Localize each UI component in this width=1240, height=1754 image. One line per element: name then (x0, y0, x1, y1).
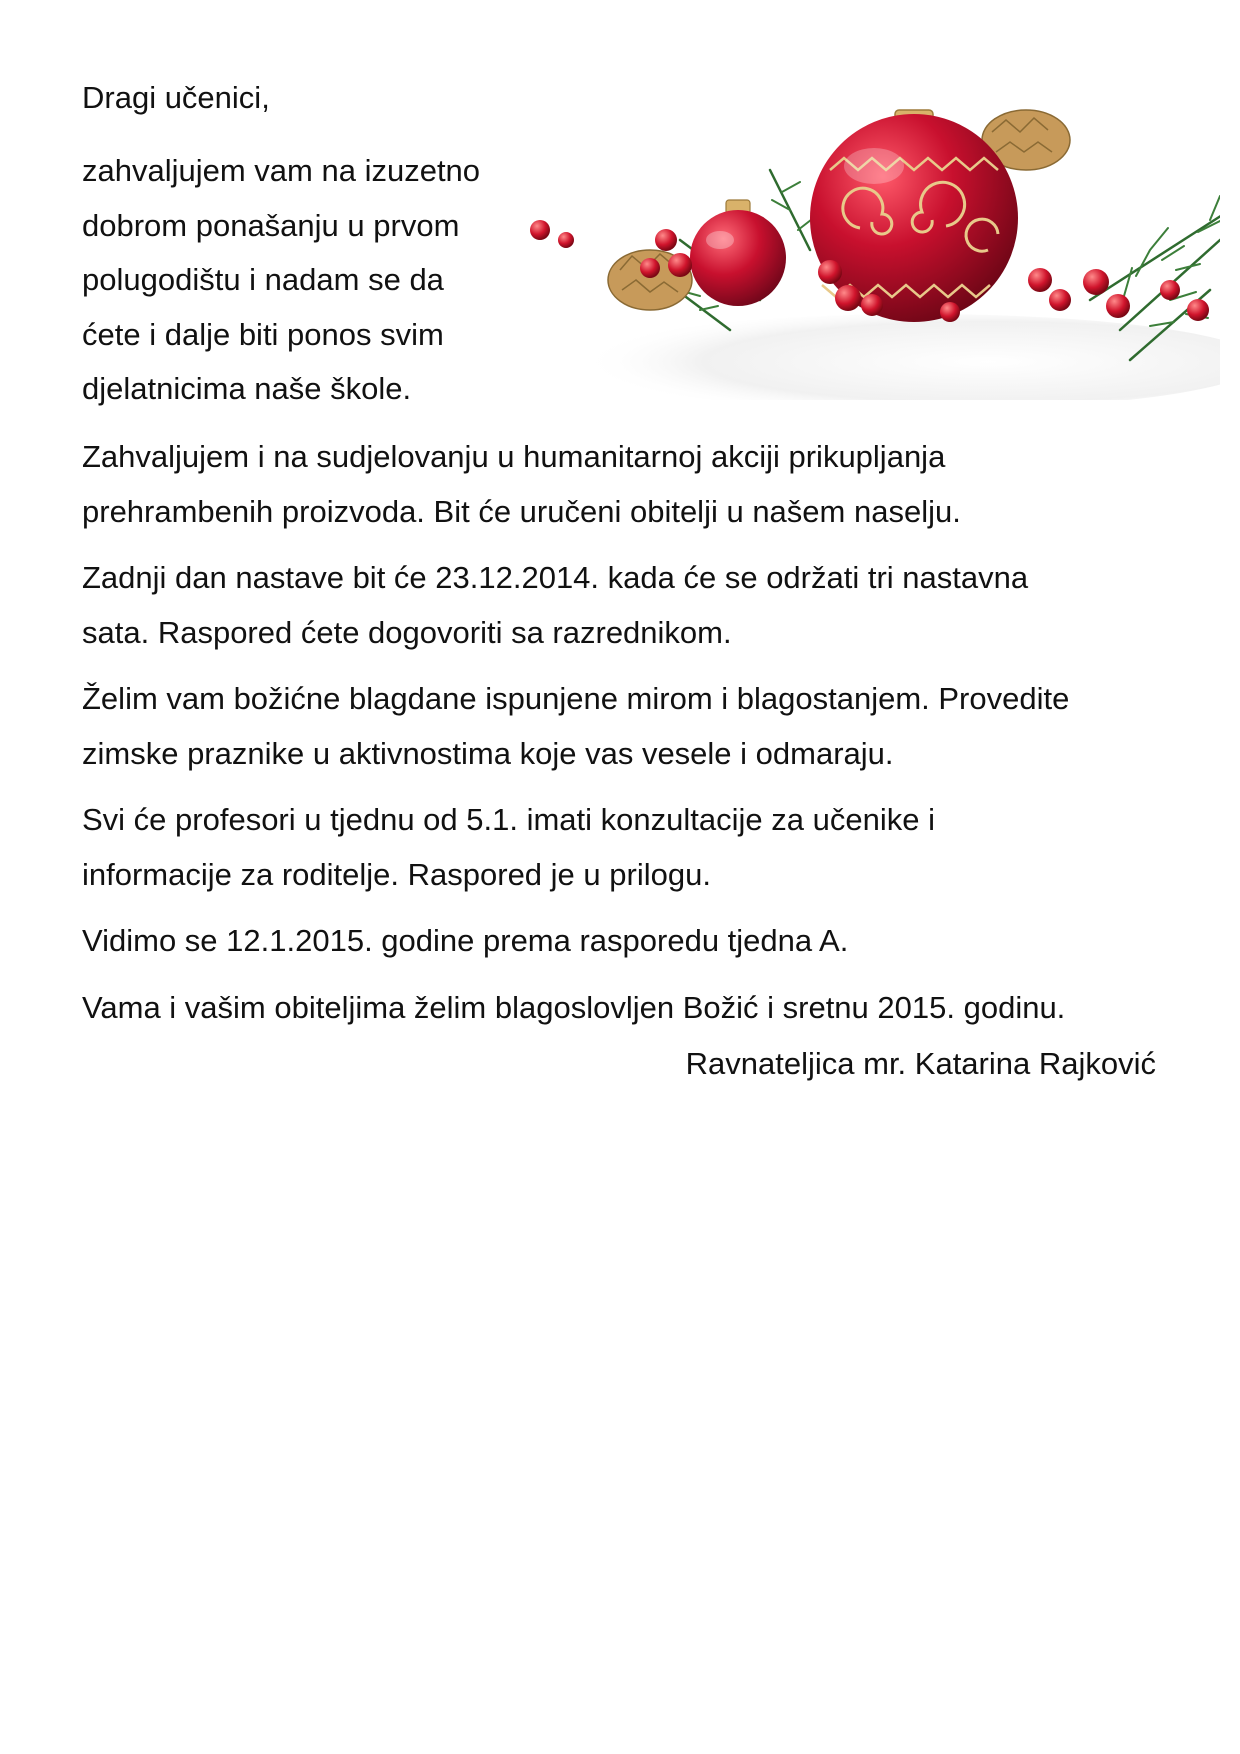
paragraph-line: Zahvaljujem i na sudjelovanju u humanitarnoj akciji prikupljanja (82, 439, 946, 474)
paragraph-line: informacije za roditelje. Raspored je u prilogu. (82, 856, 711, 892)
christmas-ornament-illustration (530, 100, 1220, 400)
paragraph-line: Vidimo se 12.1.2015. godine prema rasporedu tjedna A. (82, 923, 849, 958)
paragraph-last-day (82, 551, 1182, 660)
small-ornament (690, 200, 786, 306)
intro-line: polugodištu i nadam se da (82, 262, 444, 297)
paragraph-line: Zadnji dan nastave bit će 23.12.2014. kada će se održati tri nastavna (82, 560, 1029, 595)
paragraph-return (82, 914, 1182, 969)
intro-line: dobrom ponašanju u prvom (82, 207, 460, 243)
letter-body (82, 430, 1182, 1047)
paragraph-line: Vama i vašim obiteljima želim blagoslovljen Božić i sretnu 2015. godinu. (82, 989, 1066, 1025)
paragraph-line: zimske praznike u aktivnostima koje vas vesele i odmaraju. (82, 735, 894, 771)
letter-greeting: Dragi učenici, (82, 80, 270, 115)
paragraph-consultations (82, 793, 1182, 902)
paragraph-wishes (82, 672, 1182, 781)
paragraph-thanks (82, 430, 1182, 539)
intro-line: ćete i dalje biti ponos svim (82, 316, 444, 352)
paragraph-line: sata. Raspored ćete dogovoriti sa razrednikom. (82, 614, 732, 650)
intro-paragraph (82, 144, 562, 417)
paragraph-closing-wish (82, 981, 1182, 1036)
paragraph-line: Želim vam božićne blagdane ispunjene mirom i blagostanjem. Provedite (82, 681, 1070, 716)
paragraph-line: prehrambenih proizvoda. Bit će uručeni obitelji u našem naselju. (82, 493, 961, 529)
intro-line: zahvaljujem vam na izuzetno (82, 153, 481, 188)
paragraph-line: Svi će profesori u tjednu od 5.1. imati konzultacije za učenike i (82, 802, 935, 837)
intro-line: djelatnicima naše škole. (82, 371, 412, 406)
signature: Ravnateljica mr. Katarina Rajković (685, 1046, 1156, 1081)
